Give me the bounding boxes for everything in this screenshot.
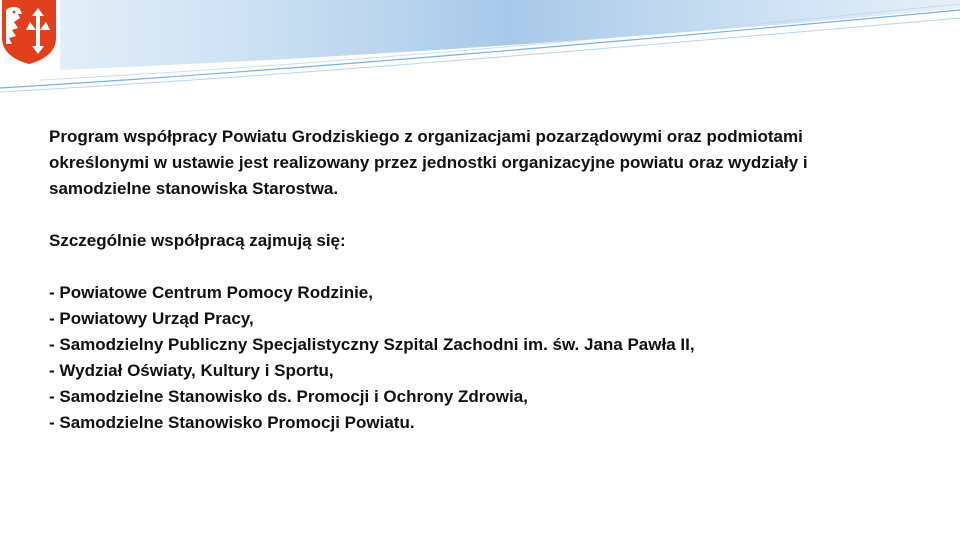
list-item: - Samodzielny Publiczny Specjalistyczny Szpital Zachodni im. św. Jana Pawła II,	[49, 335, 695, 354]
organization-list	[49, 280, 929, 436]
intro-line: Program współpracy Powiatu Grodziskiego z organizacjami pozarządowymi oraz podmiotami	[49, 127, 803, 146]
section-heading: Szczególnie współpracą zajmują się:	[49, 231, 346, 250]
intro-paragraph	[49, 124, 929, 202]
coat-of-arms-icon	[0, 0, 58, 64]
list-item: - Samodzielne Stanowisko ds. Promocji i Ochrony Zdrowia,	[49, 387, 528, 406]
header-band-fill	[60, 0, 960, 70]
list-item: - Powiatowy Urząd Pracy,	[49, 309, 254, 328]
header-decoration	[0, 0, 960, 110]
intro-line: samodzielne stanowiska Starostwa.	[49, 179, 339, 198]
intro-line: określonymi w ustawie jest realizowany przez jednostki organizacyjne powiatu oraz wydziały i	[49, 153, 808, 172]
list-item: - Wydział Oświaty, Kultury i Sportu,	[49, 361, 334, 380]
list-item: - Samodzielne Stanowisko Promocji Powiatu.	[49, 413, 415, 432]
slide-content	[49, 124, 929, 436]
list-item: - Powiatowe Centrum Pomocy Rodzinie,	[49, 283, 373, 302]
